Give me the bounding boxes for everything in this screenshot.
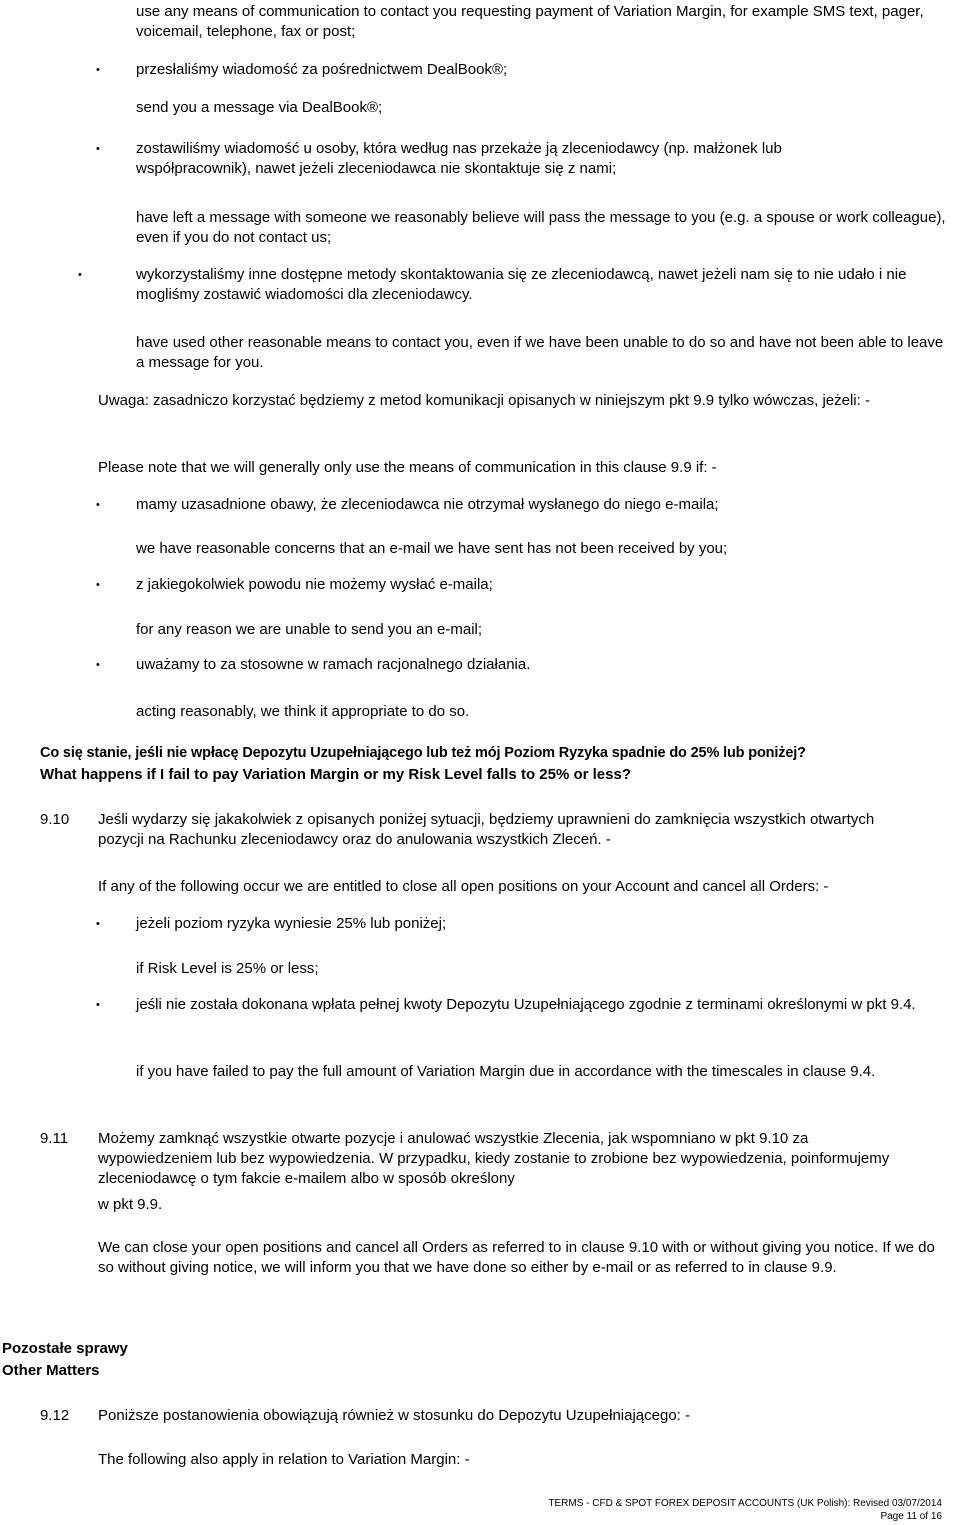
clause-number: 9.12 (40, 1407, 70, 1424)
clause-text-pl: Możemy zamknąć wszystkie otwarte pozycje i anulować wszystkie Zlecenia, jak wspomniano w pkt 9.10 za wypowiedzeniem lub bez wypowiedzenia. W przypadku, kiedy zostanie to zrobione bez wypowiedzenia, poinformujemy zleceniodawcę o tym fakcie e-mailem albo w sposób określony (98, 1130, 890, 1187)
list-item-pl: wykorzystaliśmy inne dostępne metody skontaktowania się ze zleceniodawcą, nawet jeżeli nam się to nie udało i nie mogliśmy zostawić wiadomości dla zleceniodawcy. (136, 266, 907, 303)
list-item-en: if you have failed to pay the full amount of Variation Margin due in accordance with the timescales in clause 9.4. (136, 1063, 876, 1080)
clause-text-en: We can close your open positions and cancel all Orders as referred to in clause 9.10 with or without giving you notice. If we do so without giving notice, we will inform you that we have done so either by e-mail or as referred to in clause 9.9. (98, 1239, 935, 1276)
list-item-en: if Risk Level is 25% or less; (136, 960, 319, 977)
paragraph-intro: use any means of communication to contact you requesting payment of Variation Margin, for example SMS text, pager, voicemail, telephone, fax or post; (136, 3, 924, 40)
list-item-pl: przesłaliśmy wiadomość za pośrednictwem DealBook®; (136, 61, 508, 78)
section-heading-en: What happens if I fail to pay Variation Margin or my Risk Level falls to 25% or less? (40, 766, 631, 783)
section-heading-en: Other Matters (2, 1362, 100, 1379)
bullet-icon: • (96, 143, 100, 155)
list-item-pl: mamy uzasadnione obawy, że zleceniodawca nie otrzymał wysłanego do niego e-maila; (136, 496, 719, 513)
bullet-icon: • (96, 918, 100, 930)
bullet-icon: • (96, 499, 100, 511)
list-item-en: we have reasonable concerns that an e-mail we have sent has not been received by you; (136, 540, 728, 557)
page-footer (548, 1497, 942, 1523)
clause-number: 9.10 (40, 811, 70, 828)
footer-page-number: Page 11 of 16 (880, 1511, 942, 1522)
list-item-en: have left a message with someone we reasonably believe will pass the message to you (e.g. a spouse or work colleague), even if you do not contact us; (136, 209, 946, 246)
list-item-en: send you a message via DealBook®; (136, 99, 383, 116)
list-item-pl: z jakiegokolwiek powodu nie możemy wysłać e-maila; (136, 576, 493, 593)
section-heading-pl: Co się stanie, jeśli nie wpłacę Depozytu Uzupełniającego lub też mój Poziom Ryzyka spadnie do 25% lub poniżej? (40, 745, 806, 761)
list-item-pl: uważamy to za stosowne w ramach racjonalnego działania. (136, 656, 531, 673)
footer-document-title: TERMS - CFD & SPOT FOREX DEPOSIT ACCOUNTS (UK Polish): Revised 03/07/2014 (548, 1498, 942, 1509)
bullet-icon: • (78, 269, 82, 281)
clause-text-pl: Poniższe postanowienia obowiązują również w stosunku do Depozytu Uzupełniającego: - (98, 1407, 691, 1424)
list-item-pl: zostawiliśmy wiadomość u osoby, która według nas przekaże ją zleceniodawcy (np. małżonek lub współpracownik), nawet jeżeli zleceniodawca nie skontaktuje się z nami; (136, 140, 782, 177)
bullet-icon: • (96, 579, 100, 591)
note-en: Please note that we will generally only use the means of communication in this clause 9.9 if: - (98, 459, 717, 476)
clause-text-pl-cont: w pkt 9.9. (98, 1196, 163, 1213)
clause-text-en: The following also apply in relation to Variation Margin: - (98, 1451, 470, 1468)
bullet-icon: • (96, 659, 100, 671)
list-item-en: acting reasonably, we think it appropriate to do so. (136, 703, 470, 720)
list-item-en: have used other reasonable means to contact you, even if we have been unable to do so and have not been able to leave a message for you. (136, 334, 944, 371)
list-item-en: for any reason we are unable to send you an e-mail; (136, 621, 483, 638)
list-item-pl: jeżeli poziom ryzyka wyniesie 25% lub poniżej; (136, 915, 447, 932)
clause-number: 9.11 (40, 1130, 69, 1147)
bullet-icon: • (96, 64, 100, 76)
clause-text-en: If any of the following occur we are entitled to close all open positions on your Account and cancel all Orders: - (98, 878, 829, 895)
bullet-icon: • (96, 999, 100, 1011)
section-heading-pl: Pozostałe sprawy (2, 1340, 128, 1357)
list-item-pl: jeśli nie została dokonana wpłata pełnej kwoty Depozytu Uzupełniającego zgodnie z terminami określonymi w pkt 9.4. (136, 996, 916, 1013)
clause-text-pl: Jeśli wydarzy się jakakolwiek z opisanych poniżej sytuacji, będziemy uprawnieni do zamknięcia wszystkich otwartych pozycji na Rachunku zleceniodawcy oraz do anulowania wszystkich Zleceń. - (98, 811, 875, 848)
note-pl: Uwaga: zasadniczo korzystać będziemy z metod komunikacji opisanych w niniejszym pkt 9.9 tylko wówczas, jeżeli: - (98, 392, 870, 409)
